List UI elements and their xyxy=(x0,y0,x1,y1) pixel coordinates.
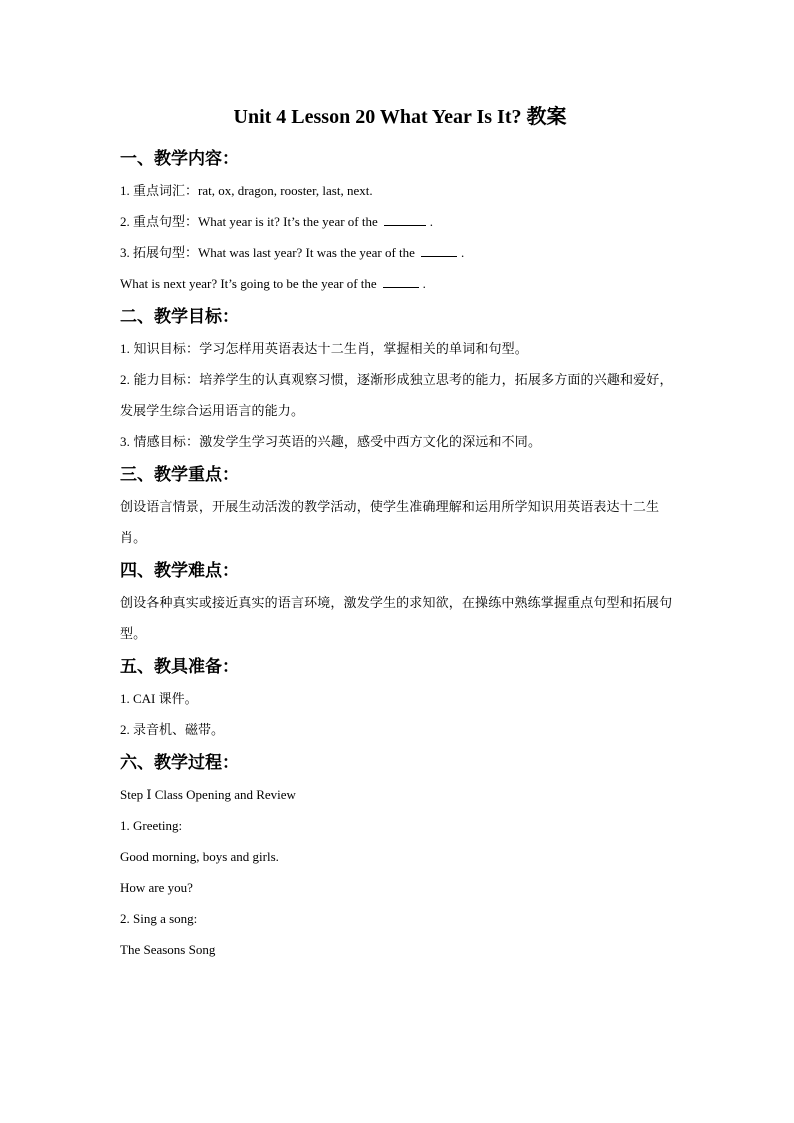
process-line: Good morning, boys and girls. xyxy=(120,849,279,864)
process-line: How are you? xyxy=(120,880,193,895)
process-line: Step Ⅰ Class Opening and Review xyxy=(120,787,296,802)
sentence-period: . xyxy=(422,276,426,291)
section-heading-key-points: 三、教学重点： xyxy=(120,465,239,485)
key-sentence-text: 2. 重点句型：What year is it? It’s the year of the xyxy=(120,214,378,229)
next-year-sentence-text: What is next year? It’s going to be the year of the xyxy=(120,276,377,291)
section-heading-content: 一、教学内容： xyxy=(120,149,239,169)
document-page xyxy=(120,100,680,965)
content-line-key-sentence xyxy=(120,206,680,237)
extended-sentence-text: 3. 拓展句型：What was last year? It was the year of the xyxy=(120,245,415,260)
sentence-period: . xyxy=(429,214,434,229)
process-line: 1. Greeting: xyxy=(120,818,183,833)
fill-blank xyxy=(384,213,426,226)
difficulties-text: 创设各种真实或接近真实的语言环境，激发学生的求知欲，在操练中熟练掌握重点句型和拓展句型。 xyxy=(120,595,673,641)
materials-item: 2. 录音机、磁带。 xyxy=(120,722,225,737)
fill-blank xyxy=(421,244,457,257)
document-title: Unit 4 Lesson 20 What Year Is It? 教案 xyxy=(233,106,567,128)
section-heading-materials: 五、教具准备： xyxy=(120,657,239,677)
key-points-text: 创设语言情景，开展生动活泼的教学活动，使学生准确理解和运用所学知识用英语表达十二生肖。 xyxy=(120,499,660,545)
process-line: The Seasons Song xyxy=(120,942,216,957)
objective-emotion: 3. 情感目标：激发学生学习英语的兴趣，感受中西方文化的深远和不同。 xyxy=(120,434,542,449)
sentence-period: . xyxy=(460,245,465,260)
section-heading-difficulties: 四、教学难点： xyxy=(120,561,239,581)
section-heading-objectives: 二、教学目标： xyxy=(120,307,239,327)
fill-blank xyxy=(383,275,419,288)
objective-knowledge: 1. 知识目标：学习怎样用英语表达十二生肖，掌握相关的单词和句型。 xyxy=(120,341,528,356)
content-line-vocabulary: 1. 重点词汇：rat, ox, dragon, rooster, last, next. xyxy=(120,183,373,198)
materials-item: 1. CAI 课件。 xyxy=(120,691,198,706)
content-line-extended-sentence xyxy=(120,237,680,268)
process-line: 2. Sing a song: xyxy=(120,911,198,926)
objective-ability: 2. 能力目标：培养学生的认真观察习惯，逐渐形成独立思考的能力，拓展多方面的兴趣和爱好，发展学生综合运用语言的能力。 xyxy=(120,372,673,418)
content-line-next-year xyxy=(120,268,680,299)
section-heading-process: 六、教学过程： xyxy=(120,753,239,773)
